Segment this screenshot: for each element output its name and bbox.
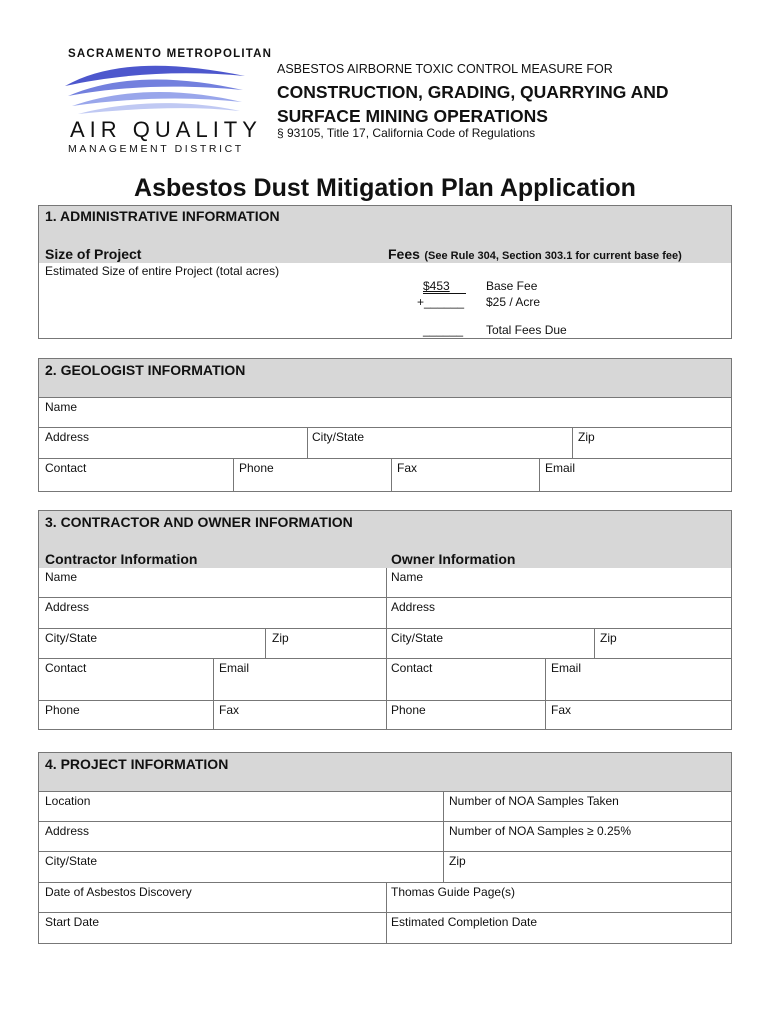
- start-date-field[interactable]: Start Date: [45, 915, 100, 929]
- divider: [443, 791, 444, 882]
- project-size-label: Estimated Size of entire Project (total acres): [45, 264, 280, 278]
- header-regulation: § 93105, Title 17, California Code of Regulations: [277, 126, 536, 140]
- section-administrative-header: 1. ADMINISTRATIVE INFORMATION: [39, 206, 731, 263]
- divider: [545, 658, 546, 729]
- logo-swoosh-icon: [60, 56, 250, 120]
- document-title: Asbestos Dust Mitigation Plan Application: [134, 174, 636, 202]
- total-fees-field[interactable]: ______: [423, 323, 464, 337]
- contractor-name-field[interactable]: Name: [45, 570, 78, 584]
- divider: [572, 427, 573, 458]
- owner-name-field[interactable]: Name: [391, 570, 424, 584]
- logo-agency-name: SACRAMENTO METROPOLITAN: [68, 48, 273, 60]
- geologist-zip-field[interactable]: Zip: [578, 430, 595, 444]
- divider: [39, 791, 731, 792]
- divider: [307, 427, 308, 458]
- owner-info-heading: Owner Information: [391, 551, 516, 567]
- divider: [594, 628, 595, 658]
- fees-note: (See Rule 304, Section 303.1 for current base fee): [424, 250, 682, 262]
- divider: [233, 458, 234, 491]
- fees-heading-group: [388, 246, 682, 264]
- divider: [39, 597, 731, 598]
- divider: [39, 628, 731, 629]
- owner-address-field[interactable]: Address: [391, 600, 436, 614]
- geologist-phone-field[interactable]: Phone: [239, 461, 274, 475]
- contractor-phone-field[interactable]: Phone: [45, 703, 80, 717]
- header-subtitle-line1: CONSTRUCTION, GRADING, QUARRYING AND: [277, 82, 669, 102]
- project-address-field[interactable]: Address: [45, 824, 90, 838]
- project-city-field[interactable]: City/State: [45, 854, 98, 868]
- acre-fee-field[interactable]: +______: [417, 295, 465, 309]
- owner-zip-field[interactable]: Zip: [600, 631, 617, 645]
- divider: [39, 882, 731, 883]
- divider: [39, 427, 731, 428]
- fees-heading: Fees: [388, 246, 420, 262]
- contractor-fax-field[interactable]: Fax: [219, 703, 240, 717]
- header-subtitle-big: [277, 80, 668, 128]
- divider: [213, 658, 214, 729]
- geologist-fax-field[interactable]: Fax: [397, 461, 418, 475]
- completion-date-field[interactable]: Estimated Completion Date: [391, 915, 538, 929]
- project-location-field[interactable]: Location: [45, 794, 91, 808]
- acre-fee-label: $25 / Acre: [486, 295, 541, 309]
- divider: [39, 851, 731, 852]
- total-fees-label: Total Fees Due: [486, 323, 567, 337]
- owner-phone-field[interactable]: Phone: [391, 703, 426, 717]
- section-project-header: 4. PROJECT INFORMATION: [39, 753, 731, 791]
- header-subtitle-line2: SURFACE MINING OPERATIONS: [277, 106, 548, 126]
- divider: [39, 397, 731, 398]
- divider: [39, 821, 731, 822]
- contractor-zip-field[interactable]: Zip: [272, 631, 289, 645]
- contractor-address-field[interactable]: Address: [45, 600, 90, 614]
- divider: [539, 458, 540, 491]
- divider: [39, 658, 731, 659]
- divider: [386, 882, 387, 943]
- size-of-project-heading: Size of Project: [45, 246, 142, 262]
- base-fee-value: $453: [423, 279, 450, 293]
- logo-district: MANAGEMENT DISTRICT: [68, 143, 244, 155]
- divider: [39, 458, 731, 459]
- geologist-contact-field[interactable]: Contact: [45, 461, 87, 475]
- header-subtitle-small: ASBESTOS AIRBORNE TOXIC CONTROL MEASURE FOR: [277, 62, 613, 76]
- section-geologist-header: 2. GEOLOGIST INFORMATION: [39, 359, 731, 397]
- geologist-address-field[interactable]: Address: [45, 430, 90, 444]
- thomas-guide-field[interactable]: Thomas Guide Page(s): [391, 885, 516, 899]
- divider: [39, 700, 731, 701]
- project-zip-field[interactable]: Zip: [449, 854, 466, 868]
- logo-air-quality: AIR QUALITY: [70, 117, 262, 142]
- geologist-name-field[interactable]: Name: [45, 400, 78, 414]
- noa-samples-field[interactable]: Number of NOA Samples Taken: [449, 794, 619, 808]
- contractor-contact-field[interactable]: Contact: [45, 661, 87, 675]
- owner-email-field[interactable]: Email: [551, 661, 582, 675]
- geologist-email-field[interactable]: Email: [545, 461, 576, 475]
- discovery-date-field[interactable]: Date of Asbestos Discovery: [45, 885, 192, 899]
- divider: [39, 912, 731, 913]
- divider: [391, 458, 392, 491]
- project-size-field[interactable]: [40, 280, 380, 336]
- owner-fax-field[interactable]: Fax: [551, 703, 572, 717]
- noa-samples-pct-field[interactable]: Number of NOA Samples ≥ 0.25%: [449, 824, 631, 838]
- base-fee-label: Base Fee: [486, 279, 538, 293]
- divider: [386, 568, 387, 729]
- owner-city-field[interactable]: City/State: [391, 631, 444, 645]
- geologist-city-field[interactable]: City/State: [312, 430, 365, 444]
- contractor-email-field[interactable]: Email: [219, 661, 250, 675]
- base-fee-underline: [423, 293, 466, 294]
- section-contractor-owner-header: 3. CONTRACTOR AND OWNER INFORMATION: [39, 511, 731, 568]
- contractor-city-field[interactable]: City/State: [45, 631, 98, 645]
- owner-contact-field[interactable]: Contact: [391, 661, 433, 675]
- divider: [265, 628, 266, 658]
- contractor-info-heading: Contractor Information: [45, 551, 198, 567]
